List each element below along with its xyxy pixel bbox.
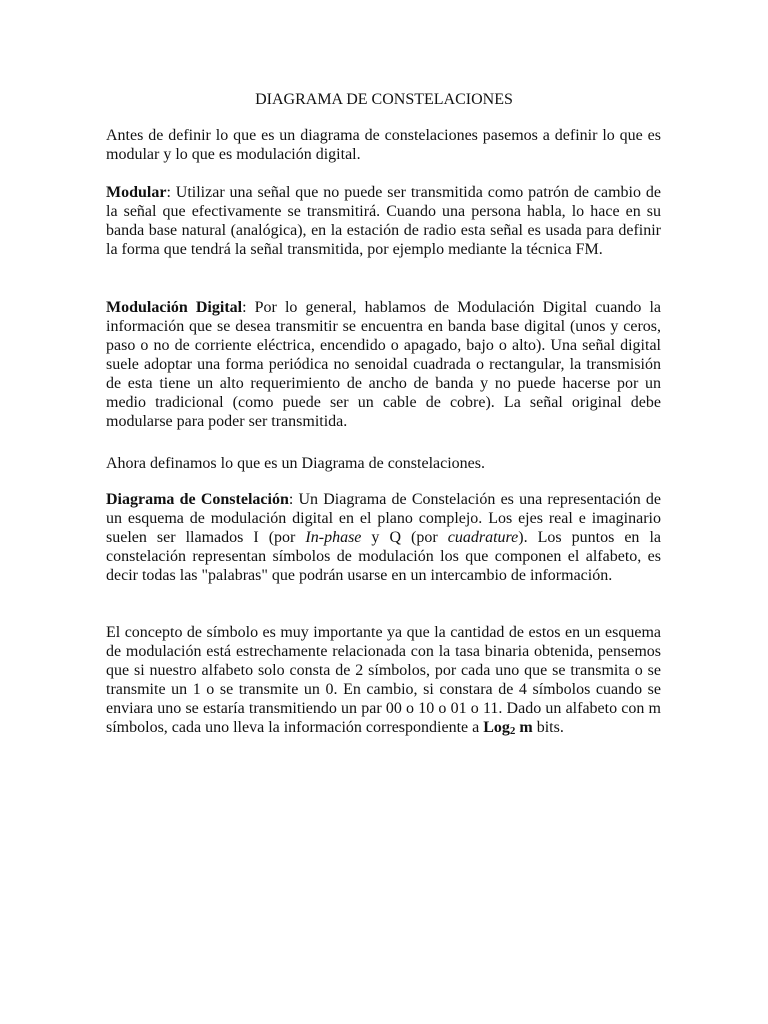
log-base: 2 [509,725,516,737]
document-title: DIAGRAMA DE CONSTELACIONES [255,91,513,108]
constellation-definition-c: ). Los puntos en la constelación representan símbolos de modulación los que componen el alfabeto, es decir todas las "palabras" que podrán usarse en un intercambio de información. [106,529,662,584]
constellation-paragraph [106,490,661,585]
modular-term: Modular [106,184,167,201]
log-text: Log [483,719,510,736]
log-variable: m [515,719,533,736]
symbol-paragraph [106,623,661,737]
digital-modulation-term: Modulación Digital [106,299,243,316]
in-phase-term: In-phase [305,529,362,546]
cuadrature-term: cuadrature [447,529,519,546]
symbol-text: El concepto de símbolo es muy importante ya que la cantidad de estos en un esquema de modulación está estrechamente relacionada con la tasa binaria obtenida, pensemos que si nuestro alfabeto solo consta de 2 símbolos, por cada uno que se transmita o se transmite un 1 o se transmite un 0. En cambio, si constara de 4 símbolos cuando se enviara uno se estaría transmitiendo un par 00 o 10 o 01 o 11. Dado un alfabeto con m símbolos, cada uno lleva la información correspondiente a [106,624,661,736]
intro-paragraph [106,126,661,164]
digital-modulation-definition: : Por lo general, hablamos de Modulación Digital cuando la información que se desea transmitir se encuentra en banda base digital (unos y ceros, paso o no de corriente eléctrica, encendido o apagado, bajo o alto). Una señal digital suele adoptar una forma periódica no senoidal cuadrada o rectangular, la transmisión de esta tiene un alto requerimiento de ancho de banda y no puede hacerse por un medio tradicional (como puede ser un cable de cobre). La señal original debe modularse para poder ser transmitida. [106,299,661,430]
digital-modulation-paragraph [106,298,661,431]
constellation-term: Diagrama de Constelación [106,491,289,508]
modular-definition: : Utilizar una señal que no puede ser transmitida como patrón de cambio de la señal que efectivamente se transmitirá. Cuando una persona habla, lo hace en su banda base natural (analógica), en la estación de radio esta señal es usada para definir la forma que tendrá la señal transmitida, por ejemplo mediante la técnica FM. [106,184,661,258]
transition-paragraph [106,454,661,473]
symbol-text-end: bits. [532,719,564,736]
constellation-definition-b: y Q (por [361,529,448,546]
modular-paragraph [106,183,661,259]
transition-text: Ahora definamos lo que es un Diagrama de constelaciones. [106,455,485,472]
intro-text: Antes de definir lo que es un diagrama de constelaciones pasemos a definir lo que es modular y lo que es modulación digital. [106,127,661,163]
log-formula [483,719,533,736]
constellation-definition-a: : Un Diagrama de Constelación es una representación de un esquema de modulación digital en el plano complejo. Los ejes real e imaginario suelen ser llamados I (por [106,491,661,546]
